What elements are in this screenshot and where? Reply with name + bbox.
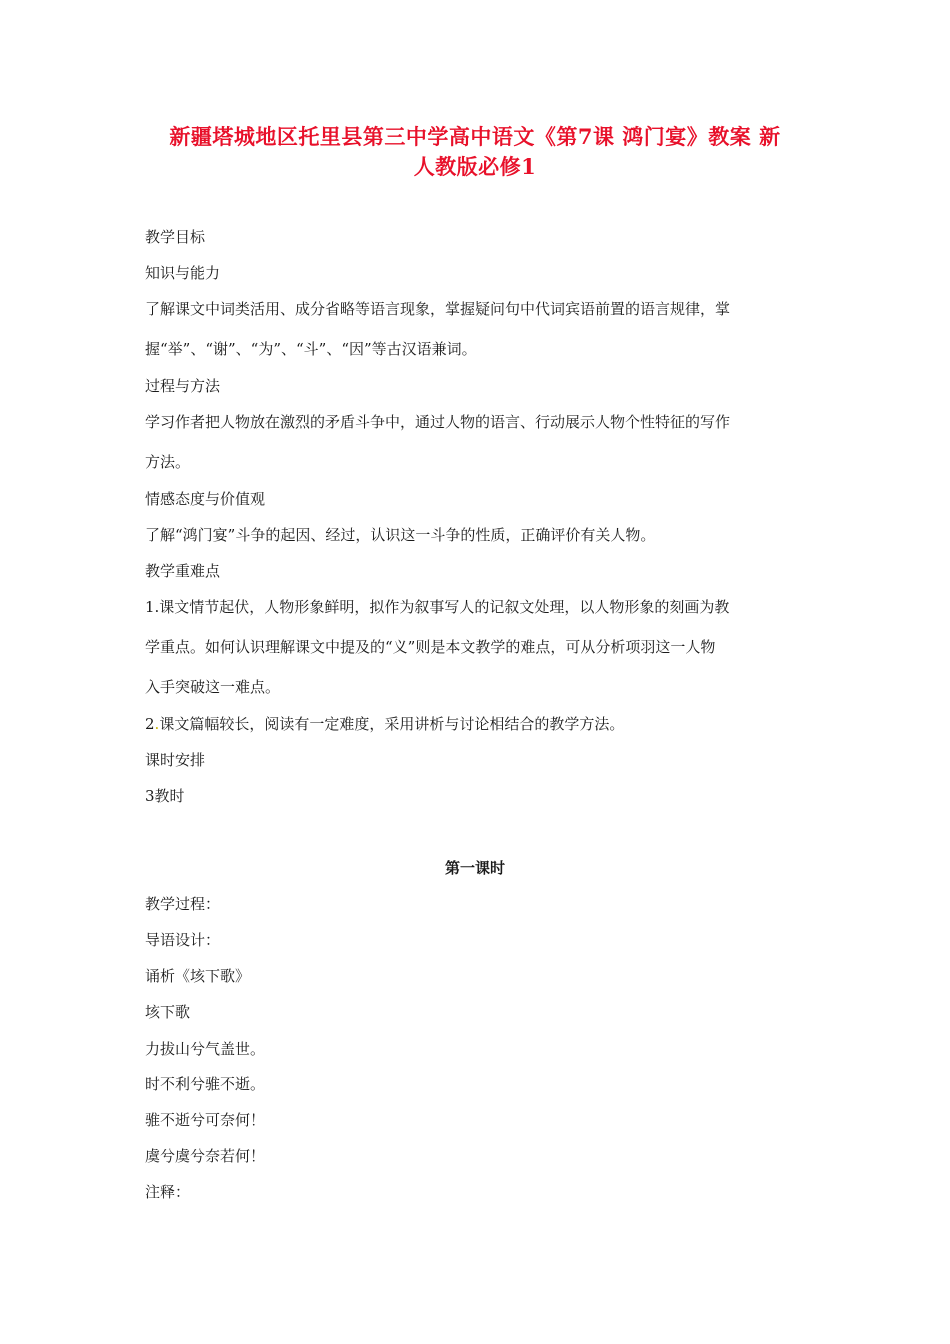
poem-title: 垓下歌 <box>145 1003 191 1021</box>
list-number: 2 <box>145 715 155 733</box>
paragraph-line <box>145 713 624 735</box>
paragraph-line: 诵析《垓下歌》 <box>145 967 251 985</box>
document-title <box>140 122 810 182</box>
heading-schedule: 课时安排 <box>145 751 206 769</box>
title-line-2: 人教版必修1 <box>413 154 537 179</box>
heading-knowledge-ability: 知识与能力 <box>145 264 221 282</box>
heading-intro-design: 导语设计： <box>145 931 221 949</box>
heading-emotion-values: 情感态度与价值观 <box>145 490 266 508</box>
paragraph-line: 1.课文情节起伏，人物形象鲜明，拟作为叙事写人的记叙文处理，以人物形象的刻画为教 <box>145 598 730 616</box>
schedule-value: 3教时 <box>145 787 185 805</box>
paragraph-line: 了解课文中词类活用、成分省略等语言现象，掌握疑问句中代词宾语前置的语言规律，掌 <box>145 300 731 318</box>
paragraph-line: 方法。 <box>145 453 191 471</box>
heading-teaching-process: 教学过程： <box>145 895 221 913</box>
list-text: 课文篇幅较长，阅读有一定难度，采用讲析与讨论相结合的教学方法。 <box>159 715 625 733</box>
paragraph-line: 学习作者把人物放在激烈的矛盾斗争中，通过人物的语言、行动展示人物个性特征的写作 <box>145 413 731 431</box>
list-dot: . <box>154 715 160 733</box>
paragraph-line: 握“举”、“谢”、“为”、“斗”、“因”等古汉语兼词。 <box>145 340 477 358</box>
heading-teaching-goals: 教学目标 <box>145 228 206 246</box>
paragraph-line: 入手突破这一难点。 <box>145 678 281 696</box>
paragraph-line: 学重点。如何认识理解课文中提及的“义”则是本文教学的难点，可从分析项羽这一人物 <box>145 638 716 656</box>
section-heading: 第一课时 <box>444 859 505 877</box>
heading-process-method: 过程与方法 <box>145 377 221 395</box>
poem-line: 时不利兮骓不逝。 <box>145 1075 266 1093</box>
paragraph-line: 了解“鸿门宴”斗争的起因、经过，认识这一斗争的性质，正确评价有关人物。 <box>145 526 656 544</box>
title-line-1: 新疆塔城地区托里县第三中学高中语文《第7课 鸿门宴》教案 新 <box>169 124 781 149</box>
poem-line: 虞兮虞兮奈若何！ <box>145 1147 266 1165</box>
heading-key-difficult-points: 教学重难点 <box>145 562 221 580</box>
poem-line: 力拔山兮气盖世。 <box>145 1040 266 1058</box>
poem-line: 骓不逝兮可奈何！ <box>145 1111 266 1129</box>
heading-notes: 注释： <box>145 1183 191 1201</box>
